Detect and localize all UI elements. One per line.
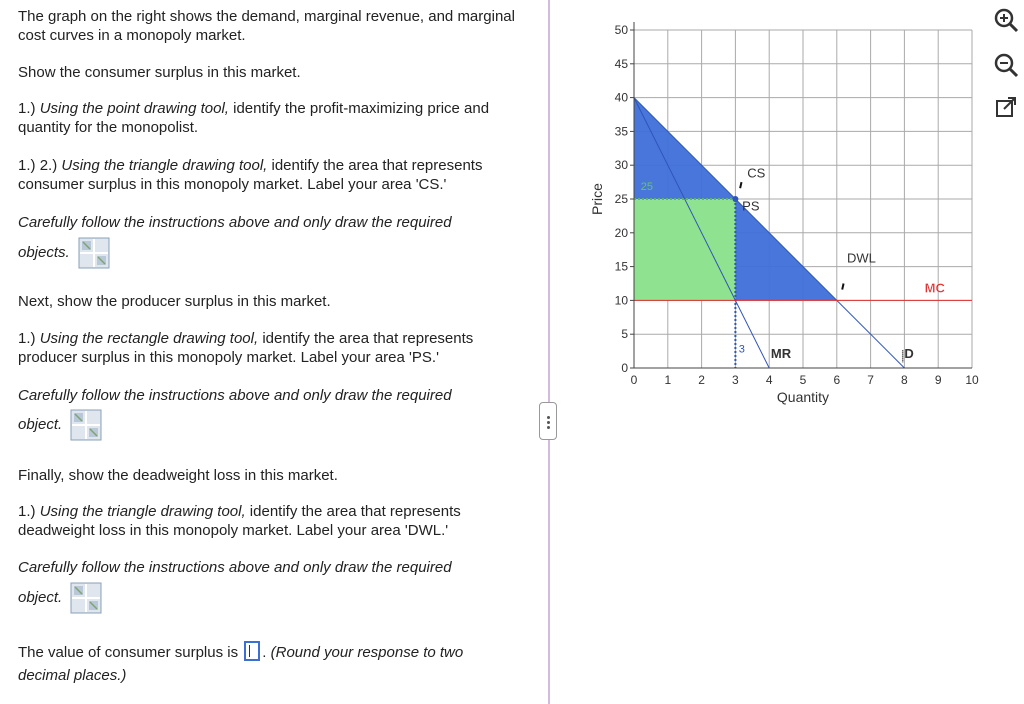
cs-step-1: 1.) Using the point drawing tool, identify the profit-maximizing price and quantity for the monopolist. bbox=[18, 100, 490, 136]
dwl-follow-note-2: object. bbox=[18, 582, 102, 614]
y-tick-label: 0 bbox=[621, 361, 628, 375]
y-tick-label: 45 bbox=[614, 56, 628, 71]
cs-label-marker bbox=[740, 182, 741, 188]
x-tick-label: 5 bbox=[799, 373, 807, 387]
x-tick-label: 7 bbox=[867, 373, 874, 387]
drawing-tool-icon[interactable] bbox=[78, 237, 110, 269]
ps-label: PS bbox=[742, 198, 760, 214]
drawing-tool-icon[interactable] bbox=[70, 409, 102, 441]
dwl-follow-note: Carefully follow the instructions above and only draw the required bbox=[18, 559, 452, 576]
ps-follow-note-2: object. bbox=[18, 409, 102, 441]
x-tick-label: 10 bbox=[965, 373, 979, 387]
cs-title: Show the consumer surplus in this market. bbox=[18, 64, 301, 81]
ps-area bbox=[634, 199, 735, 300]
dwl-label: DWL bbox=[846, 250, 876, 266]
intro-text: The graph on the right shows the demand, marginal revenue, and marginal cost curves in a monopoly market. bbox=[18, 8, 515, 44]
monopoly-point bbox=[732, 196, 738, 202]
y-tick-label: 30 bbox=[614, 158, 628, 173]
y-tick-label: 5 bbox=[621, 327, 628, 342]
dwl-step-1: 1.) Using the triangle drawing tool, identify the area that represents deadweight loss in this monopoly market. Label your area 'DWL.' bbox=[18, 503, 461, 539]
quantity-point-label: 3 bbox=[738, 343, 745, 356]
x-tick-label: 0 bbox=[630, 373, 638, 387]
dwl-label-marker bbox=[842, 284, 843, 290]
cs-step-2: 1.) 2.) Using the triangle drawing tool, identify the area that represents consumer surplus in this monopoly market. Label your area 'CS.' bbox=[18, 157, 483, 193]
x-tick-label: 3 bbox=[732, 373, 739, 387]
y-tick-label: 15 bbox=[614, 259, 628, 274]
ps-step-1: 1.) Using the rectangle drawing tool, identify the area that represents producer surplus in this monopoly market. Label your area 'PS.' bbox=[18, 330, 474, 366]
drawing-tool-icon[interactable] bbox=[70, 582, 102, 614]
y-tick-label: 50 bbox=[614, 23, 628, 37]
panel-collapse-handle[interactable] bbox=[539, 402, 557, 440]
ps-title: Next, show the producer surplus in this market. bbox=[18, 293, 331, 310]
expand-icon[interactable] bbox=[992, 94, 1020, 122]
y-axis-label: Price bbox=[589, 183, 605, 215]
ps-follow-note: Carefully follow the instructions above and only draw the required bbox=[18, 387, 452, 404]
zoom-in-icon[interactable] bbox=[992, 6, 1020, 34]
monopoly-graph[interactable] bbox=[560, 0, 990, 420]
panel-divider bbox=[548, 0, 550, 704]
mr-label: MR bbox=[770, 345, 792, 361]
cs-label: CS bbox=[747, 165, 766, 181]
zoom-out-icon[interactable] bbox=[992, 51, 1020, 79]
x-tick-label: 6 bbox=[833, 373, 841, 387]
y-tick-label: 25 bbox=[614, 192, 628, 206]
demand-label: D bbox=[904, 345, 914, 361]
y-tick-label: 10 bbox=[614, 293, 628, 308]
y-tick-label: 40 bbox=[614, 90, 628, 105]
mc-label: MC bbox=[924, 280, 945, 296]
x-tick-label: 2 bbox=[698, 373, 705, 387]
cs-follow-note: Carefully follow the instructions above and only draw the required bbox=[18, 214, 452, 231]
price-point-label: 25 bbox=[640, 181, 654, 194]
dwl-title: Finally, show the deadweight loss in this market. bbox=[18, 467, 338, 484]
cs-follow-note-2: objects. bbox=[18, 237, 110, 269]
answer-line: The value of consumer surplus is . (Round your response to two decimal places.) bbox=[18, 641, 518, 687]
consumer-surplus-input[interactable] bbox=[244, 641, 260, 661]
x-tick-label: 8 bbox=[901, 373, 908, 387]
x-axis-label: Quantity bbox=[776, 389, 830, 405]
y-tick-label: 20 bbox=[614, 225, 628, 240]
y-tick-label: 35 bbox=[614, 124, 628, 139]
x-tick-label: 9 bbox=[934, 373, 942, 387]
x-tick-label: 1 bbox=[664, 373, 672, 387]
x-tick-label: 4 bbox=[765, 373, 773, 387]
